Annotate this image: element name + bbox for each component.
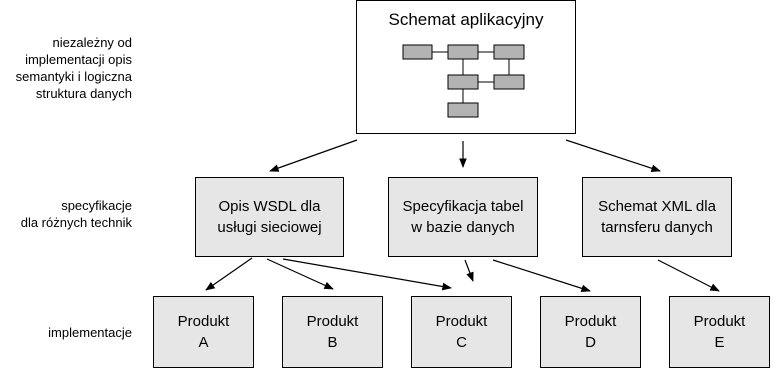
spec-box-line: Opis WSDL dla: [218, 198, 321, 215]
product-box-e: [669, 296, 770, 368]
mini-entity-box: [448, 75, 478, 89]
product-box-line: Produkt: [306, 313, 359, 330]
label-schema-line: niezależny od: [52, 35, 132, 50]
product-box-line: D: [585, 334, 596, 351]
product-box-line: B: [327, 334, 338, 351]
spec-box-tables: [388, 177, 538, 257]
label-spec-line: specyfikacje: [61, 198, 132, 213]
spec-box-line: Specyfikacja tabel: [402, 198, 524, 215]
product-box-d: [540, 296, 641, 368]
mini-entity-box: [448, 103, 478, 117]
label-schema-line: semantyki i logiczna: [15, 69, 132, 84]
mini-entity-box: [448, 45, 478, 59]
label-impl-line: implementacje: [48, 325, 132, 340]
product-box-line: C: [456, 334, 467, 351]
product-box-line: Produkt: [693, 313, 746, 330]
product-box-line: Produkt: [435, 313, 488, 330]
spec-box-line: tarnsferu danych: [601, 219, 713, 236]
label-schema-line: struktura danych: [35, 86, 132, 101]
mini-entity-box: [494, 75, 524, 89]
product-box-line: Produkt: [177, 313, 230, 330]
product-box-line: E: [714, 334, 725, 351]
product-box-line: Produkt: [564, 313, 617, 330]
mini-entity-box: [494, 45, 524, 59]
label-schema-line: implementacji opis: [25, 52, 132, 67]
product-box-a: [153, 296, 254, 368]
spec-box-xml: [582, 177, 732, 257]
label-spec-line: dla różnych technik: [20, 215, 132, 230]
product-box-b: [282, 296, 383, 368]
spec-box-line: Schemat XML dla: [598, 198, 716, 215]
schema-box-title: Schemat aplikacyjny: [388, 10, 544, 29]
spec-box-line: usługi sieciowej: [217, 219, 322, 236]
product-box-line: A: [198, 334, 209, 351]
spec-box-line: w bazie danych: [411, 219, 515, 236]
spec-box-wsdl: [195, 177, 344, 257]
product-box-c: [411, 296, 512, 368]
mini-entity-box: [403, 45, 432, 59]
